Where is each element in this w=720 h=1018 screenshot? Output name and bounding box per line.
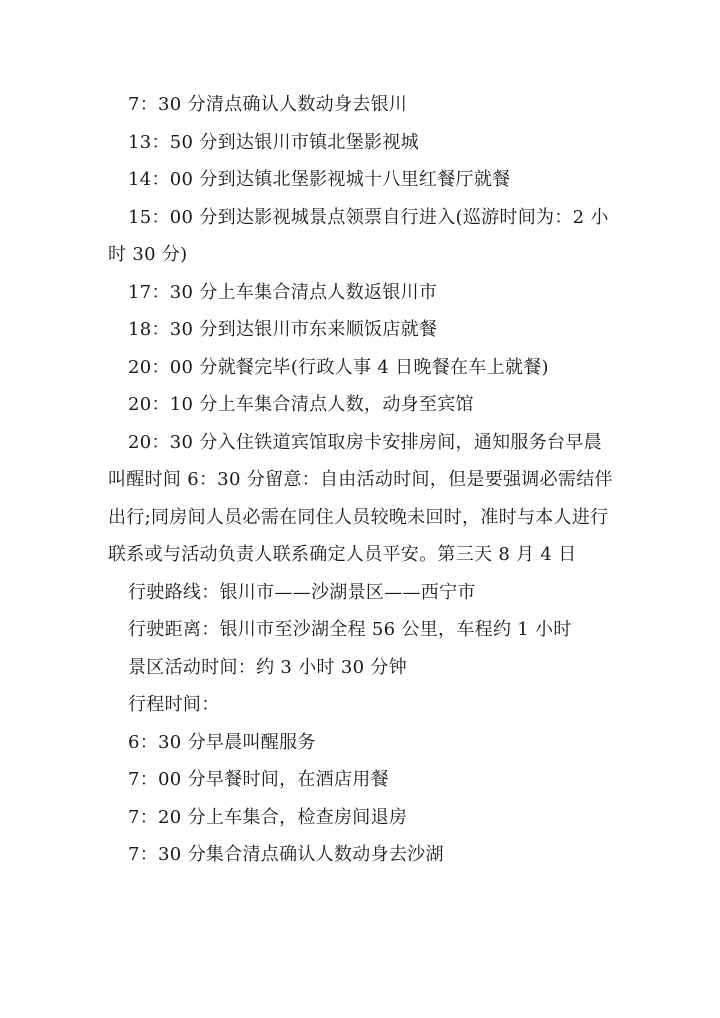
route-line: 行驶路线：银川市——沙湖景区——西宁市	[128, 581, 476, 603]
schedule-paragraph: 20：30 分入住铁道宾馆取房卡安排房间，通知服务台早晨叫醒时间 6：30 分留意：自由活动时间，但是要强调必需结伴出行;同房间人员必需在同住人员较晚未回时，准时与本人进行联系或与活动负责人联系确定人员平安。第三天 8 月 4 日	[108, 431, 613, 565]
itinerary-heading: 行程时间：	[128, 694, 220, 715]
schedule-line: 15：00 分到达影视城景点领票自行进入(巡游时间为：2 小时 30 分)	[108, 206, 609, 265]
schedule-line: 18：30 分到达银川市东来顺饭店就餐	[128, 319, 438, 340]
schedule-line: 7：20 分上车集合，检查房间退房	[128, 806, 408, 828]
schedule-line: 20：00 分就餐完毕(行政人事 4 日晚餐在车上就餐)	[128, 356, 549, 378]
schedule-line: 7：00 分早餐时间，在酒店用餐	[128, 769, 389, 790]
schedule-line: 6：30 分早晨叫醒服务	[128, 731, 316, 753]
schedule-line: 7：30 分集合清点确认人数动身去沙湖	[128, 844, 444, 865]
schedule-line: 13：50 分到达银川市镇北堡影视城	[128, 131, 419, 153]
distance-line: 行驶距离：银川市至沙湖全程 56 公里，车程约 1 小时	[128, 619, 572, 640]
schedule-line: 14：00 分到达镇北堡影视城十八里红餐厅就餐	[128, 169, 511, 190]
schedule-line: 17：30 分上车集合清点人数返银川市	[128, 281, 438, 303]
schedule-line: 7：30 分清点确认人数动身去银川	[128, 94, 408, 115]
activity-time-line: 景区活动时间：约 3 小时 30 分钟	[128, 656, 407, 678]
schedule-line: 20：10 分上车集合清点人数，动身至宾馆	[128, 394, 474, 415]
document-body	[108, 86, 614, 874]
